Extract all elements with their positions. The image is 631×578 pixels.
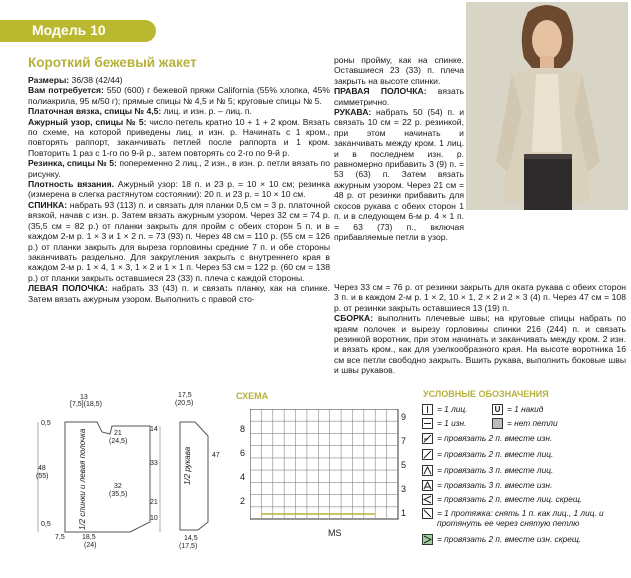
schema-title: СХЕМА xyxy=(236,391,269,401)
p2tog-icon xyxy=(422,433,433,444)
back-top-width: 13 xyxy=(80,394,88,401)
back-dim-05-bottom: 0,5 xyxy=(41,521,51,528)
row-num-4: 4 xyxy=(240,472,246,482)
legend-ssk: = провязать 2 п. вместе лиц. скрещ. xyxy=(422,494,582,505)
ssk-icon xyxy=(422,494,433,505)
back-piece-label: 1/2 спинки и левая полочка xyxy=(78,428,87,530)
row-num-2: 2 xyxy=(240,496,246,506)
legend-yo: U = 1 накид xyxy=(492,404,543,415)
model-label-banner xyxy=(0,20,156,42)
chart-ms-label: MS xyxy=(328,528,342,538)
row-num-1: 1 xyxy=(401,508,407,518)
row-num-9: 9 xyxy=(401,412,407,422)
sleeve-dim-10: 10 xyxy=(150,515,158,522)
sleeve-dim-21: 21 xyxy=(150,499,158,506)
model-photo xyxy=(466,2,628,210)
sleeve-top-width-alt: (20,5) xyxy=(175,400,194,407)
woman-in-jacket-image xyxy=(466,2,628,210)
back-dim-245: (24,5) xyxy=(109,438,128,445)
sleeve-top-width: 17,5 xyxy=(178,392,192,399)
k2tog-icon xyxy=(422,449,433,460)
back-bottom-75: 7,5 xyxy=(55,534,65,541)
knitting-chart xyxy=(250,409,400,521)
row-num-6: 6 xyxy=(240,448,246,458)
legend-slip: = 1 протяжка: снять 1 п. как лиц., 1 лиц. и протянуть ее через снятую петлю xyxy=(422,508,627,528)
sleeve-bottom-width: 14,5 xyxy=(184,535,198,542)
text-column-right: Через 33 см = 76 р. от резинки закрыть для оката рукава с обеих сторон 3 п. и в каждом 2-м р. 1 × 2, 10 × 1, 2 × 2 и 2 × 3 (4) п. Через 47 см = 108 р. от резинки закрыть оставшиеся 13 (19) п. СБОРКА: выполнить плечевые швы; на круговые спицы набрать по краям полочек и вырезу горловины спинки 216 (244) п. и связать резинкой воротник, при этом начинать и заканчивать между кром. 2 изн. и вязать кром., как для узелкообразного края. На высоте воротника 16 см все петли свободно закрыть. Вшить рукава, выполнить боковые швы и швы рукавов. xyxy=(334,282,626,376)
back-bottom-185: 18,5 xyxy=(82,534,96,541)
p3tog-icon xyxy=(422,480,433,491)
page-title: Короткий бежевый жакет xyxy=(28,55,197,70)
back-top-width-alt: [7,5](18,5) xyxy=(70,401,102,408)
back-dim-32: 32 xyxy=(114,483,122,490)
legend-title: УСЛОВНЫЕ ОБОЗНАЧЕНИЯ xyxy=(423,389,549,399)
back-dim-55: (55) xyxy=(36,473,49,480)
knit-symbol-icon xyxy=(422,404,433,415)
back-dim-21: 21 xyxy=(114,430,122,437)
chart-frame xyxy=(250,409,398,519)
legend-noloop: = нет петли xyxy=(492,418,558,429)
sleeve-dim-47: 47 xyxy=(212,452,220,459)
sleeve-piece-label: 1/2 рукава xyxy=(183,446,192,485)
yarn-over-icon: U xyxy=(492,404,503,415)
legend-k2tog: = провязать 2 п. вместе лиц. xyxy=(422,449,553,460)
slip-decrease-icon xyxy=(422,508,433,519)
back-dim-05-top: 0,5 xyxy=(41,420,51,427)
legend-ssk-purl: = провязать 2 п. вместе изн. скрещ. xyxy=(422,534,581,545)
text-column-middle: роны пройму, как на спинке. Оставшиеся 23 (33) п. плеча закрыть на высоте спинки. ПРАВАЯ ПОЛОЧКА: вязать симметрично. РУКАВА: набрать 50 (54) п. и связать 10 см = 22 р. резинкой, при этом начинать и заканчивать между кром. 1 лиц. и в последнем изн. р. равномерно прибавить 3 (9) п. = 53 (63) п. Затем вязать ажурным узором. Через 21 см = 48 р. от резинки прибавить для скосов рукава с обеих сторон 1 п. и в следующем 6-м р. 4 × 1 п. = 63 (73) п., включая прибавляемые петли в узор. xyxy=(334,55,464,242)
sleeve-dim-14: 14 xyxy=(150,426,158,433)
purl-symbol-icon xyxy=(422,418,433,429)
p2tog-tbl-icon xyxy=(422,534,433,545)
text-column-left: Размеры: 36/38 (42/44) Вам потребуется: 550 (600) г бежевой пряжи California (55% хлопка, 45% полиакрила, 95 м/50 г); прямые спицы № 4,5 и № 5; круговые спицы № 5. Платочная вязка, спицы № 4,5: лиц. и изн. р. – лиц. п. Ажурный узор, спицы № 5: число петель кратно 10 + 1 + 2 кром. Вязать по схеме, на которой приведены лиц. и изн. р. Начинать с 1 кром., повторять раппорт, заканчивать петлей после раппорта и 1 кром. Повторить 1 раз с 1-го по 9-й р., затем повторять со 2-го по 9-й р. Резинка, спицы № 5: попеременно 2 лиц., 2 изн., в изн. р. петли вязать по рисунку. Плотность вязания. Ажурный узор: 18 п. и 23 р. = 10 × 10 см; резинка (измерена в слегка растянутом состоянии): 20 п. и 23 р. = 10 × 10 см. СПИНКА: набрать 93 (113) п. и связать для планки 0,5 см = 3 р. платочной вязкой, начав с изн. р. Затем вязать ажурным узором. Через 32 см = 74 р. (35,5 см = 82 р.) от планки закрыть для пройм с обеих сторон 5 п. и в каждом 2-м р. 1 × 3 и 1 × 2 п. = 73 (93) п. Через 48 см = 110 р. (55 см = 126 р.) от планки закрыть для выреза горловины средние 7 п. и обе стороны заканчивать раздельно. Для закругления закрыть с внутреннего края в каждом 2-м р. 1 × 4, 1 × 3, 1 × 2 и 1 × 1 п. Через 53 см = 122 р. (60 см = 138 р.) от планки закрыть оставшиеся 23 (33) п. плеча с каждой стороны. ЛЕВАЯ ПОЛОЧКА: набрать 33 (43) п. и связать планку, как на спинке. Затем вязать ажурным узором. Выполнить с правой сто- xyxy=(28,75,330,304)
row-num-7: 7 xyxy=(401,436,407,446)
back-dim-355: (35,5) xyxy=(109,491,128,498)
sleeve-dim-33: 33 xyxy=(150,460,158,467)
row-num-3: 3 xyxy=(401,484,407,494)
legend-k3tog: = провязать 3 п. вместе лиц. xyxy=(422,465,553,476)
legend-purl: = 1 изн. xyxy=(422,418,466,429)
k3tog-icon xyxy=(422,465,433,476)
legend-k3tog-purl: = провязать 3 п. вместе изн. xyxy=(422,480,552,491)
row-num-5: 5 xyxy=(401,460,407,470)
sleeve-bottom-width-alt: (17,5) xyxy=(179,543,198,550)
model-label: Модель 10 xyxy=(32,22,106,38)
legend-knit: = 1 лиц. xyxy=(422,404,467,415)
legend-k2tog-purl: = провязать 2 п. вместе изн. xyxy=(422,433,552,444)
row-num-8: 8 xyxy=(240,424,246,434)
back-bottom-24: (24) xyxy=(84,542,97,549)
no-stitch-icon xyxy=(492,418,503,429)
back-dim-48: 48 xyxy=(38,465,46,472)
